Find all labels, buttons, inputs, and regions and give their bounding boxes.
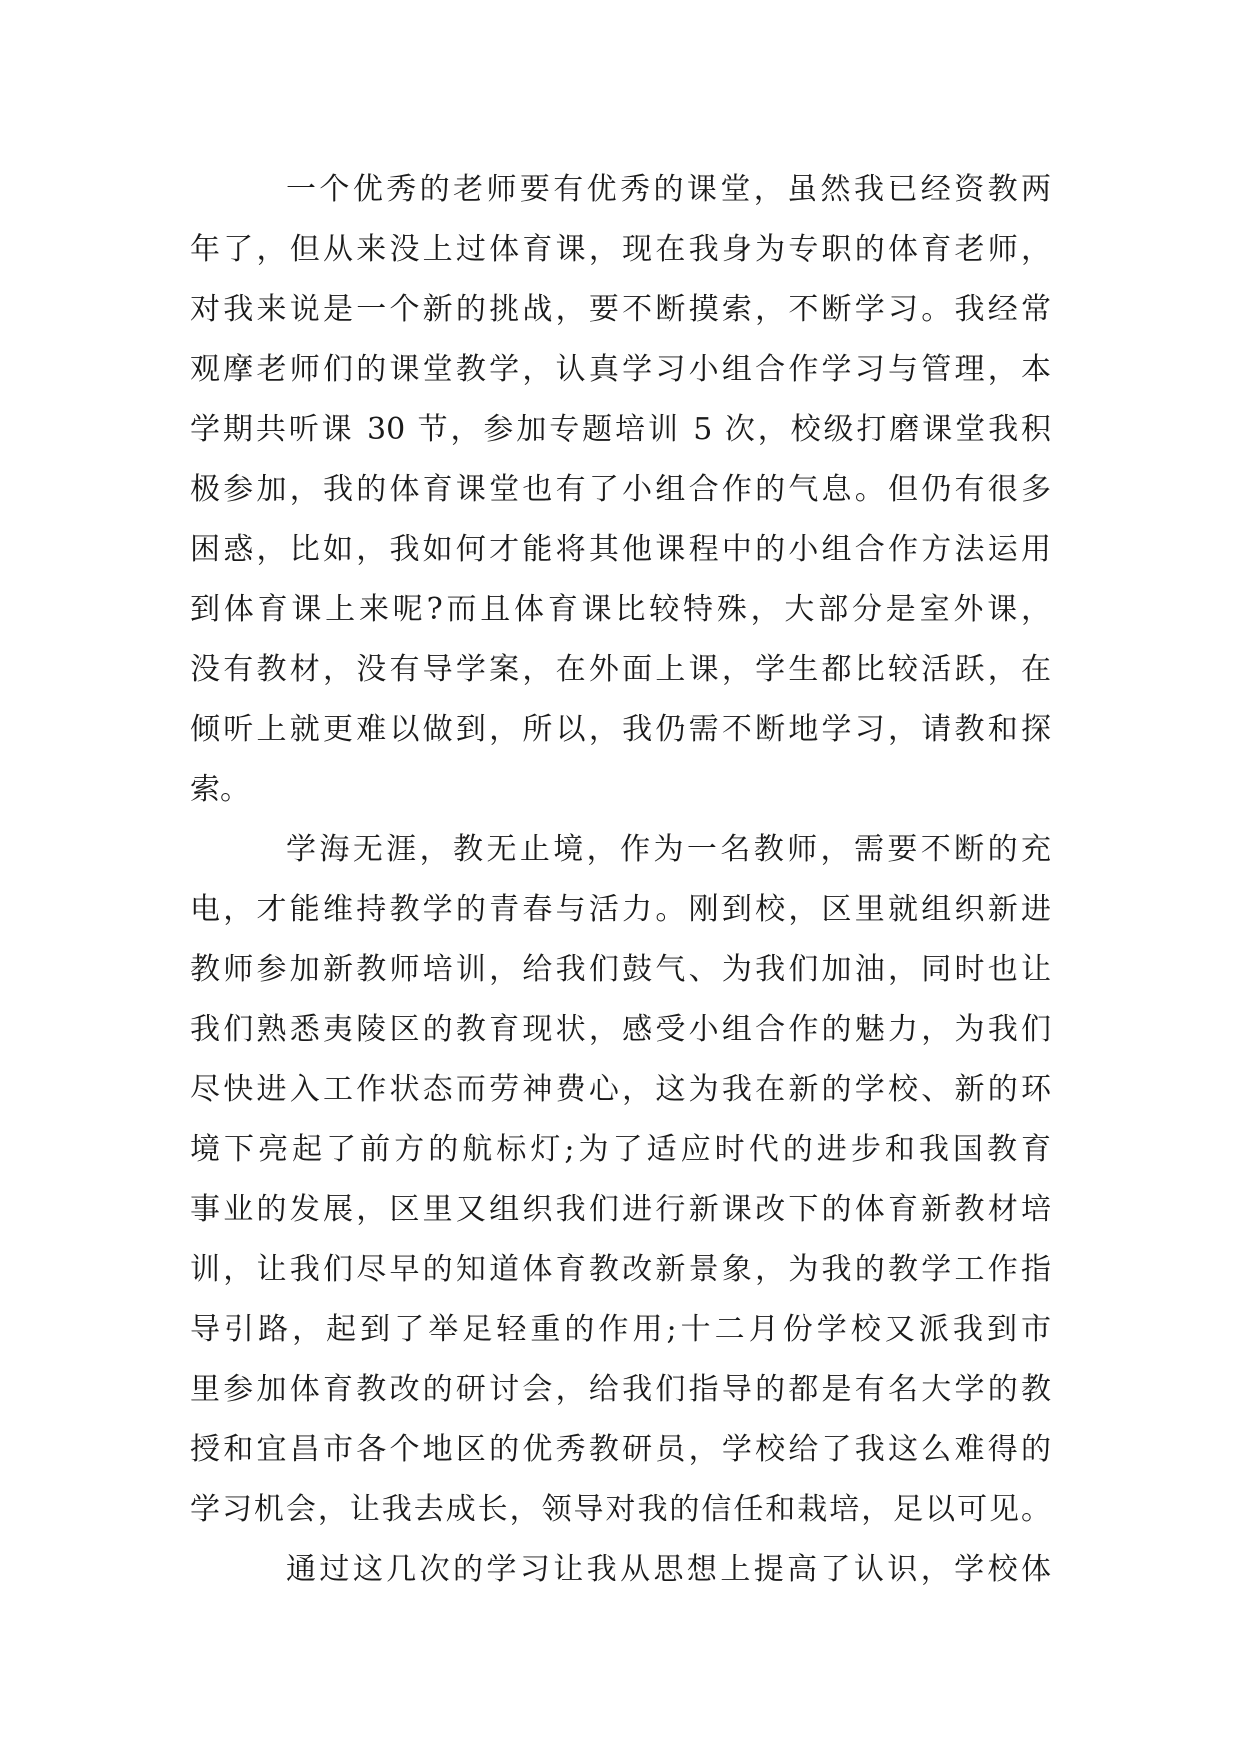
text-line: 学海无涯，教无止境，作为一名教师，需要不断的充 [286,832,1051,867]
text-line: 授和宜昌市各个地区的优秀教研员，学校给了我这么难得的 [190,1432,1051,1467]
text-line: 倾听上就更难以做到，所以，我仍需不断地学习，请教和探 [190,712,1051,747]
text-line: 学习机会，让我去成长，领导对我的信任和栽培，足以可见。 [190,1492,1051,1527]
text-line: 事业的发展，区里又组织我们进行新课改下的体育新教材培 [190,1192,1051,1227]
text-line: 尽快进入工作状态而劳神费心，这为我在新的学校、新的环 [190,1072,1051,1107]
text-line: 通过这几次的学习让我从思想上提高了认识，学校体 [286,1552,1051,1587]
text-line: 我们熟悉夷陵区的教育现状，感受小组合作的魅力，为我们 [190,1012,1051,1047]
text-line: 对我来说是一个新的挑战，要不断摸索，不断学习。我经常 [190,292,1051,327]
text-line: 观摩老师们的课堂教学，认真学习小组合作学习与管理，本 [190,352,1051,387]
text-line: 境下亮起了前方的航标灯;为了适应时代的进步和我国教育 [190,1132,1051,1167]
text-line: 到体育课上来呢?而且体育课比较特殊，大部分是室外课， [190,592,1051,627]
text-line: 困惑，比如，我如何才能将其他课程中的小组合作方法运用 [190,532,1051,567]
text-line: 极参加，我的体育课堂也有了小组合作的气息。但仍有很多 [190,472,1051,507]
text-line: 没有教材，没有导学案，在外面上课，学生都比较活跃，在 [190,652,1051,687]
paragraph-2 [190,820,1051,1540]
text-line: 学期共听课 30 节，参加专题培训 5 次，校级打磨课堂我积 [190,412,1051,447]
paragraph-3 [190,1540,1051,1600]
text-line: 年了，但从来没上过体育课，现在我身为专职的体育老师， [190,232,1051,267]
text-line: 导引路，起到了举足轻重的作用;十二月份学校又派我到市 [190,1312,1051,1347]
text-line: 一个优秀的老师要有优秀的课堂，虽然我已经资教两 [286,172,1051,207]
text-line: 电，才能维持教学的青春与活力。刚到校，区里就组织新进 [190,892,1051,927]
document-body [190,160,1051,1600]
text-line: 训，让我们尽早的知道体育教改新景象，为我的教学工作指 [190,1252,1051,1287]
paragraph-1 [190,160,1051,820]
text-line: 教师参加新教师培训，给我们鼓气、为我们加油，同时也让 [190,952,1051,987]
text-line: 里参加体育教改的研讨会，给我们指导的都是有名大学的教 [190,1372,1051,1407]
text-line: 索。 [190,772,250,807]
